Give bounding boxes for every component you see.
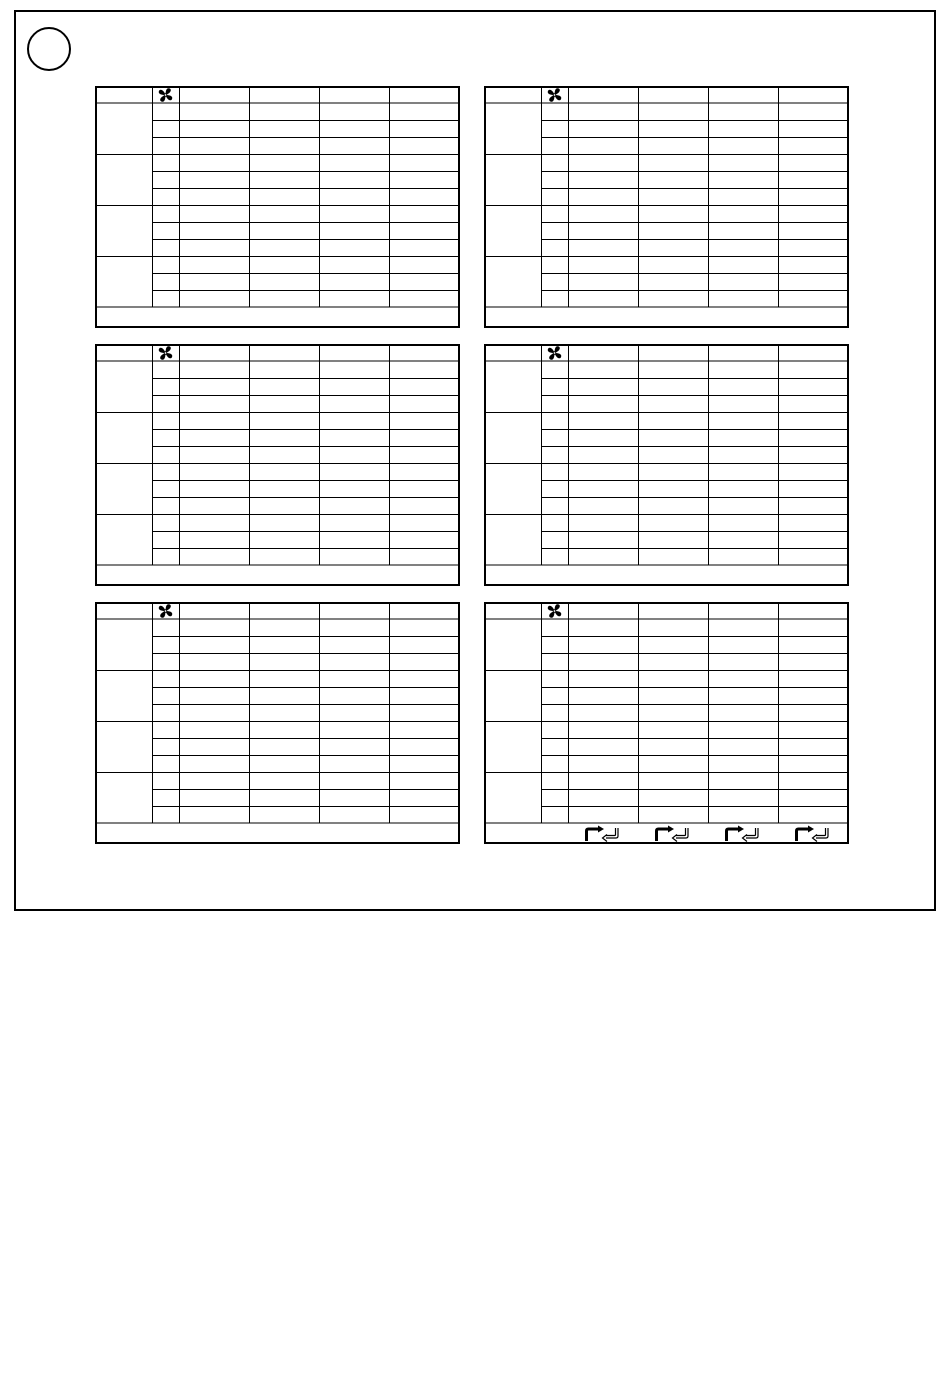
fan-icon bbox=[547, 88, 562, 103]
return-arrow-icon bbox=[587, 826, 619, 842]
return-arrow-icon bbox=[727, 826, 759, 842]
fan-icon bbox=[158, 88, 173, 103]
fan-icon bbox=[547, 346, 562, 361]
return-arrow-icon bbox=[797, 826, 829, 842]
grid-table-6 bbox=[484, 602, 849, 844]
fan-icon bbox=[158, 604, 173, 619]
grid-table-4 bbox=[484, 344, 849, 586]
grid-table-1 bbox=[95, 86, 460, 328]
grid-table-5 bbox=[95, 602, 460, 844]
step-badge-circle bbox=[27, 27, 71, 71]
fan-icon bbox=[547, 604, 562, 619]
fan-icon bbox=[158, 346, 173, 361]
grid-table-3 bbox=[95, 344, 460, 586]
grid-table-2 bbox=[484, 86, 849, 328]
return-arrow-icon bbox=[657, 826, 689, 842]
